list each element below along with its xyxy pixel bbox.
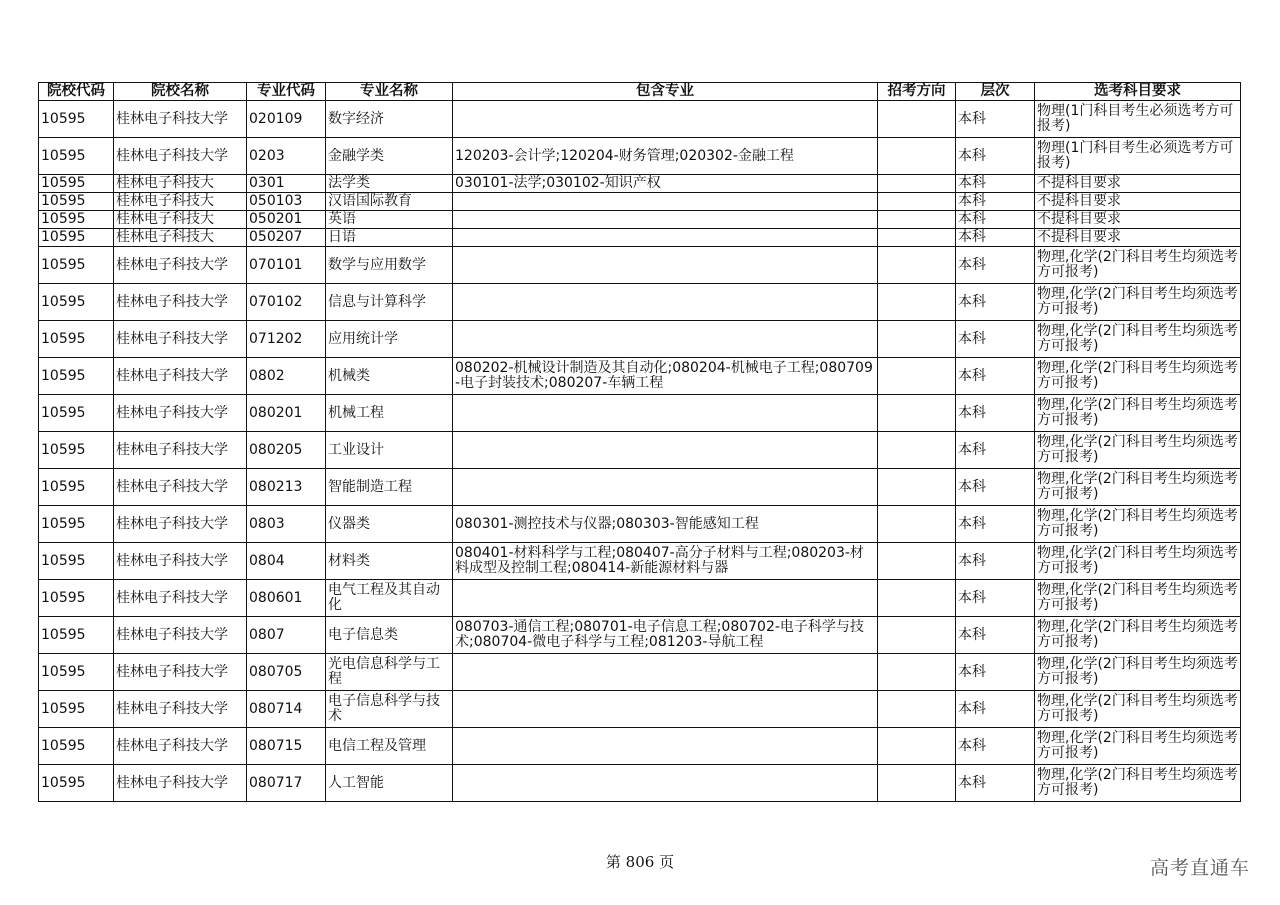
cell-included-majors: 080703-通信工程;080701-电子信息工程;080702-电子科学与技术;080704-微电子科学与工程;081203-导航工程: [453, 617, 878, 654]
cell-subject-requirement: 不提科目要求: [1035, 211, 1241, 229]
cell-major-code: 0803: [247, 506, 326, 543]
cell-included-majors: 080202-机械设计制造及其自动化;080204-机械电子工程;080709-电子封装技术;080207-车辆工程: [453, 358, 878, 395]
cell-school-name: 桂林电子科技大学: [114, 654, 247, 691]
cell-subject-requirement: 物理,化学(2门科目考生均须选考方可报考): [1035, 654, 1241, 691]
cell-major-code: 050201: [247, 211, 326, 229]
cell-major-name: 电子信息科学与技术: [326, 691, 453, 728]
cell-school-code: 10595: [39, 506, 114, 543]
table-row: [39, 193, 1241, 211]
cell-school-code: 10595: [39, 358, 114, 395]
cell-direction: [878, 247, 956, 284]
cell-major-name: 英语: [326, 211, 453, 229]
cell-direction: [878, 691, 956, 728]
cell-level: 本科: [956, 469, 1035, 506]
table-row: [39, 358, 1241, 395]
cell-school-code: 10595: [39, 193, 114, 211]
cell-direction: [878, 175, 956, 193]
cell-subject-requirement: 物理,化学(2门科目考生均须选考方可报考): [1035, 617, 1241, 654]
cell-major-code: 070102: [247, 284, 326, 321]
admission-table: [38, 82, 1241, 802]
cell-school-code: 10595: [39, 654, 114, 691]
cell-subject-requirement: 物理,化学(2门科目考生均须选考方可报考): [1035, 580, 1241, 617]
cell-subject-requirement: 物理,化学(2门科目考生均须选考方可报考): [1035, 728, 1241, 765]
cell-major-code: 0203: [247, 138, 326, 175]
cell-major-code: 0804: [247, 543, 326, 580]
cell-included-majors: [453, 691, 878, 728]
cell-major-code: 070101: [247, 247, 326, 284]
cell-included-majors: [453, 432, 878, 469]
cell-major-name: 日语: [326, 229, 453, 247]
cell-school-code: 10595: [39, 321, 114, 358]
cell-direction: [878, 654, 956, 691]
cell-level: 本科: [956, 211, 1035, 229]
header-level: 层次: [956, 83, 1035, 101]
cell-school-name: 桂林电子科技大: [114, 193, 247, 211]
cell-level: 本科: [956, 247, 1035, 284]
cell-included-majors: 030101-法学;030102-知识产权: [453, 175, 878, 193]
table-body: [39, 101, 1241, 802]
cell-subject-requirement: 物理,化学(2门科目考生均须选考方可报考): [1035, 358, 1241, 395]
cell-school-name: 桂林电子科技大学: [114, 580, 247, 617]
cell-major-name: 数学与应用数学: [326, 247, 453, 284]
cell-subject-requirement: 物理,化学(2门科目考生均须选考方可报考): [1035, 506, 1241, 543]
cell-major-code: 080717: [247, 765, 326, 802]
cell-included-majors: [453, 211, 878, 229]
cell-major-name: 机械类: [326, 358, 453, 395]
table-row: [39, 229, 1241, 247]
page-number: 第 806 页: [605, 853, 675, 871]
cell-school-code: 10595: [39, 432, 114, 469]
table-row: [39, 691, 1241, 728]
table-row: [39, 395, 1241, 432]
cell-school-name: 桂林电子科技大学: [114, 506, 247, 543]
table-row: [39, 284, 1241, 321]
cell-included-majors: [453, 580, 878, 617]
cell-included-majors: 120203-会计学;120204-财务管理;020302-金融工程: [453, 138, 878, 175]
cell-school-name: 桂林电子科技大学: [114, 617, 247, 654]
cell-subject-requirement: 不提科目要求: [1035, 193, 1241, 211]
cell-level: 本科: [956, 321, 1035, 358]
cell-major-code: 020109: [247, 101, 326, 138]
cell-included-majors: [453, 101, 878, 138]
cell-school-code: 10595: [39, 469, 114, 506]
cell-school-code: 10595: [39, 691, 114, 728]
cell-level: 本科: [956, 101, 1035, 138]
cell-school-code: 10595: [39, 765, 114, 802]
cell-direction: [878, 432, 956, 469]
cell-school-name: 桂林电子科技大学: [114, 543, 247, 580]
table-row: [39, 175, 1241, 193]
cell-subject-requirement: 物理(1门科目考生必须选考方可报考): [1035, 138, 1241, 175]
cell-direction: [878, 211, 956, 229]
cell-school-code: 10595: [39, 284, 114, 321]
cell-direction: [878, 765, 956, 802]
cell-major-name: 机械工程: [326, 395, 453, 432]
cell-subject-requirement: 物理,化学(2门科目考生均须选考方可报考): [1035, 395, 1241, 432]
cell-direction: [878, 138, 956, 175]
cell-major-name: 电信工程及管理: [326, 728, 453, 765]
cell-direction: [878, 617, 956, 654]
cell-major-code: 080601: [247, 580, 326, 617]
cell-included-majors: [453, 321, 878, 358]
header-major-name: 专业名称: [326, 83, 453, 101]
cell-major-name: 材料类: [326, 543, 453, 580]
header-school-code: 院校代码: [39, 83, 114, 101]
cell-major-name: 电子信息类: [326, 617, 453, 654]
header-direction: 招考方向: [878, 83, 956, 101]
cell-school-name: 桂林电子科技大学: [114, 247, 247, 284]
table-row: [39, 580, 1241, 617]
cell-major-code: 0807: [247, 617, 326, 654]
table-row: [39, 321, 1241, 358]
cell-major-code: 050207: [247, 229, 326, 247]
cell-school-name: 桂林电子科技大学: [114, 395, 247, 432]
cell-level: 本科: [956, 138, 1035, 175]
cell-included-majors: [453, 229, 878, 247]
cell-direction: [878, 728, 956, 765]
cell-school-code: 10595: [39, 617, 114, 654]
cell-major-name: 数字经济: [326, 101, 453, 138]
cell-direction: [878, 101, 956, 138]
cell-major-code: 0301: [247, 175, 326, 193]
header-row: [39, 83, 1241, 101]
cell-major-code: 080205: [247, 432, 326, 469]
cell-level: 本科: [956, 617, 1035, 654]
cell-direction: [878, 284, 956, 321]
cell-school-code: 10595: [39, 728, 114, 765]
cell-major-code: 080201: [247, 395, 326, 432]
cell-level: 本科: [956, 358, 1035, 395]
cell-level: 本科: [956, 229, 1035, 247]
cell-major-name: 光电信息科学与工程: [326, 654, 453, 691]
cell-major-code: 080705: [247, 654, 326, 691]
cell-major-name: 电气工程及其自动化: [326, 580, 453, 617]
cell-school-name: 桂林电子科技大: [114, 175, 247, 193]
cell-major-name: 仪器类: [326, 506, 453, 543]
cell-school-code: 10595: [39, 395, 114, 432]
cell-direction: [878, 395, 956, 432]
cell-level: 本科: [956, 654, 1035, 691]
table-row: [39, 247, 1241, 284]
cell-level: 本科: [956, 580, 1035, 617]
cell-school-name: 桂林电子科技大: [114, 229, 247, 247]
cell-school-name: 桂林电子科技大学: [114, 432, 247, 469]
cell-included-majors: [453, 469, 878, 506]
cell-school-code: 10595: [39, 543, 114, 580]
cell-direction: [878, 321, 956, 358]
cell-major-name: 金融学类: [326, 138, 453, 175]
cell-level: 本科: [956, 506, 1035, 543]
header-subject-requirement: 选考科目要求: [1035, 83, 1241, 101]
cell-school-code: 10595: [39, 229, 114, 247]
cell-school-name: 桂林电子科技大: [114, 211, 247, 229]
cell-school-name: 桂林电子科技大学: [114, 321, 247, 358]
table-row: [39, 138, 1241, 175]
cell-direction: [878, 580, 956, 617]
cell-school-name: 桂林电子科技大学: [114, 469, 247, 506]
cell-subject-requirement: 物理,化学(2门科目考生均须选考方可报考): [1035, 691, 1241, 728]
cell-major-code: 080213: [247, 469, 326, 506]
cell-major-code: 050103: [247, 193, 326, 211]
cell-subject-requirement: 物理,化学(2门科目考生均须选考方可报考): [1035, 432, 1241, 469]
cell-included-majors: [453, 654, 878, 691]
cell-included-majors: [453, 765, 878, 802]
cell-school-name: 桂林电子科技大学: [114, 101, 247, 138]
table-row: [39, 211, 1241, 229]
cell-school-code: 10595: [39, 101, 114, 138]
cell-school-name: 桂林电子科技大学: [114, 358, 247, 395]
cell-subject-requirement: 不提科目要求: [1035, 229, 1241, 247]
table-row: [39, 432, 1241, 469]
table-row: [39, 543, 1241, 580]
header-included-majors: 包含专业: [453, 83, 878, 101]
cell-school-name: 桂林电子科技大学: [114, 765, 247, 802]
cell-level: 本科: [956, 175, 1035, 193]
cell-subject-requirement: 物理,化学(2门科目考生均须选考方可报考): [1035, 284, 1241, 321]
table-row: [39, 728, 1241, 765]
cell-subject-requirement: 物理,化学(2门科目考生均须选考方可报考): [1035, 321, 1241, 358]
cell-included-majors: 080401-材料科学与工程;080407-高分子材料与工程;080203-材料成型及控制工程;080414-新能源材料与器: [453, 543, 878, 580]
table-row: [39, 654, 1241, 691]
cell-school-name: 桂林电子科技大学: [114, 284, 247, 321]
cell-major-code: 080714: [247, 691, 326, 728]
cell-major-name: 信息与计算科学: [326, 284, 453, 321]
cell-included-majors: [453, 728, 878, 765]
cell-subject-requirement: 物理,化学(2门科目考生均须选考方可报考): [1035, 543, 1241, 580]
cell-included-majors: [453, 284, 878, 321]
cell-major-name: 人工智能: [326, 765, 453, 802]
cell-direction: [878, 543, 956, 580]
cell-level: 本科: [956, 284, 1035, 321]
cell-direction: [878, 506, 956, 543]
cell-major-name: 应用统计学: [326, 321, 453, 358]
cell-direction: [878, 193, 956, 211]
cell-major-name: 法学类: [326, 175, 453, 193]
cell-direction: [878, 229, 956, 247]
cell-level: 本科: [956, 193, 1035, 211]
cell-level: 本科: [956, 765, 1035, 802]
cell-subject-requirement: 物理,化学(2门科目考生均须选考方可报考): [1035, 469, 1241, 506]
cell-included-majors: 080301-测控技术与仪器;080303-智能感知工程: [453, 506, 878, 543]
cell-level: 本科: [956, 432, 1035, 469]
cell-school-name: 桂林电子科技大学: [114, 138, 247, 175]
cell-subject-requirement: 物理,化学(2门科目考生均须选考方可报考): [1035, 765, 1241, 802]
table-row: [39, 506, 1241, 543]
cell-school-code: 10595: [39, 247, 114, 284]
cell-level: 本科: [956, 691, 1035, 728]
table-row: [39, 101, 1241, 138]
cell-subject-requirement: 物理(1门科目考生必须选考方可报考): [1035, 101, 1241, 138]
cell-school-name: 桂林电子科技大学: [114, 691, 247, 728]
cell-school-code: 10595: [39, 138, 114, 175]
cell-direction: [878, 358, 956, 395]
cell-level: 本科: [956, 728, 1035, 765]
table-row: [39, 469, 1241, 506]
cell-school-code: 10595: [39, 211, 114, 229]
cell-major-code: 0802: [247, 358, 326, 395]
table-row: [39, 617, 1241, 654]
cell-school-code: 10595: [39, 580, 114, 617]
cell-school-code: 10595: [39, 175, 114, 193]
cell-level: 本科: [956, 543, 1035, 580]
cell-level: 本科: [956, 395, 1035, 432]
cell-major-name: 汉语国际教育: [326, 193, 453, 211]
cell-included-majors: [453, 247, 878, 284]
cell-major-name: 智能制造工程: [326, 469, 453, 506]
cell-direction: [878, 469, 956, 506]
header-major-code: 专业代码: [247, 83, 326, 101]
cell-subject-requirement: 不提科目要求: [1035, 175, 1241, 193]
cell-major-name: 工业设计: [326, 432, 453, 469]
cell-major-code: 080715: [247, 728, 326, 765]
header-school-name: 院校名称: [114, 83, 247, 101]
table-row: [39, 765, 1241, 802]
cell-included-majors: [453, 395, 878, 432]
cell-included-majors: [453, 193, 878, 211]
cell-school-name: 桂林电子科技大学: [114, 728, 247, 765]
cell-major-code: 071202: [247, 321, 326, 358]
watermark-logo: 高考直通车: [1149, 857, 1250, 879]
cell-subject-requirement: 物理,化学(2门科目考生均须选考方可报考): [1035, 247, 1241, 284]
